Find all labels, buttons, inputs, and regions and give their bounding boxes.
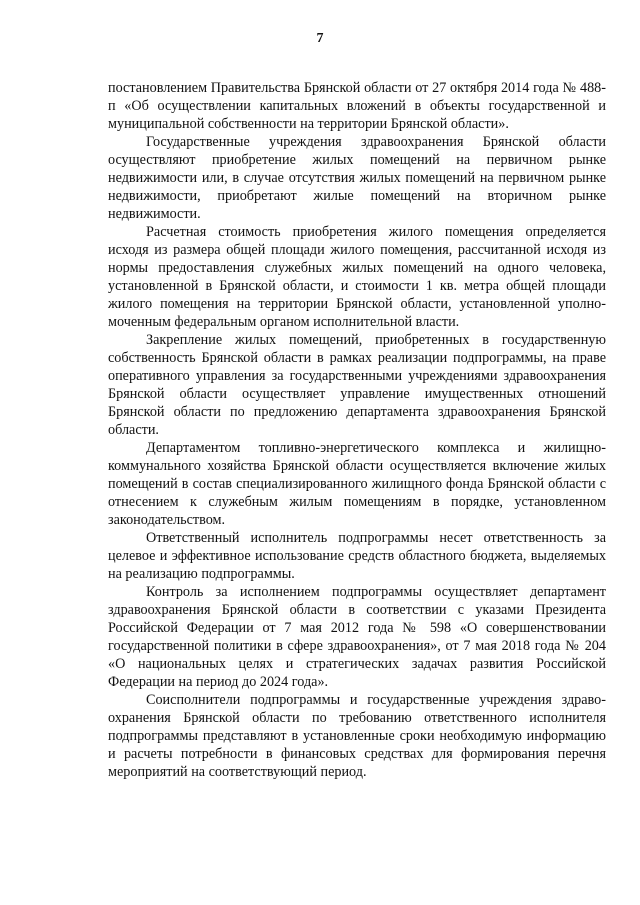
document-body (108, 79, 606, 781)
paragraph: Государственные учреждения здравоохранения Брянской области осуществляют приобретение жилых помещений на первичном рынке недвижимости или, в случае отсутствия жилых помещений на первичном рынке недвижимости, приобретают жилые помещений на вторичном рынке недвижимости. (108, 134, 606, 222)
paragraph: Соисполнители подпрограммы и государственные учреждения здравоохранения Брянской области по требованию ответственного исполнителя подпрограммы представляют в установленные сроки необходимую информацию и расчеты потребности в финансовых средствах для формирования перечня мероприятий на соответствующий период. (108, 692, 606, 780)
paragraph: Расчетная стоимость приобретения жилого помещения определяется исходя из размера общей площади жилого помещения, рассчитанной исходя из нормы предоставления служебных жилых помещений на одного человека, установленной в Брянской области, и стоимости 1 кв. метра общей площади жилого помещения на территории Брянской области, установленной уполномоченным федеральным органом исполнительной власти. (108, 224, 606, 330)
paragraph: Департаментом топливно-энергетического комплекса и жилищно-коммунального хозяйства Брянской области осуществляется включение жилых помещений в состав специализированного жилищного фонда Брянской области с отнесением к служебным жилым помещениям в порядке, установленном законодательством. (108, 440, 606, 528)
paragraph-continuation: постановлением Правительства Брянской области от 27 октября 2014 года № 488-п «Об осуществлении капитальных вложений в объекты государственной и муниципальной собственности на территории Брянской области». (108, 80, 606, 132)
paragraph: Закрепление жилых помещений, приобретенных в государственную собственность Брянской области в рамках реализации подпрограммы, на праве оперативного управления за государственными учреждениями здравоохранения Брянской области осуществляет управление имущественных отношений Брянской области по предложению департамента здравоохранения Брянской области. (108, 332, 606, 438)
page-number: 7 (316, 31, 324, 46)
paragraph: Ответственный исполнитель подпрограммы несет ответственность за целевое и эффективное использование средств областного бюджета, выделяемых на реализацию подпрограммы. (108, 530, 606, 582)
paragraph: Контроль за исполнением подпрограммы осуществляет департамент здравоохранения Брянской области в соответствии с указами Президента Российской Федерации от 7 мая 2012 года № 598 «О совершенствовании государственной политики в сфере здравоохранения», от 7 мая 2018 года № 204 «О национальных целях и стратегических задачах развития Российской Федерации на период до 2024 года». (108, 584, 606, 690)
